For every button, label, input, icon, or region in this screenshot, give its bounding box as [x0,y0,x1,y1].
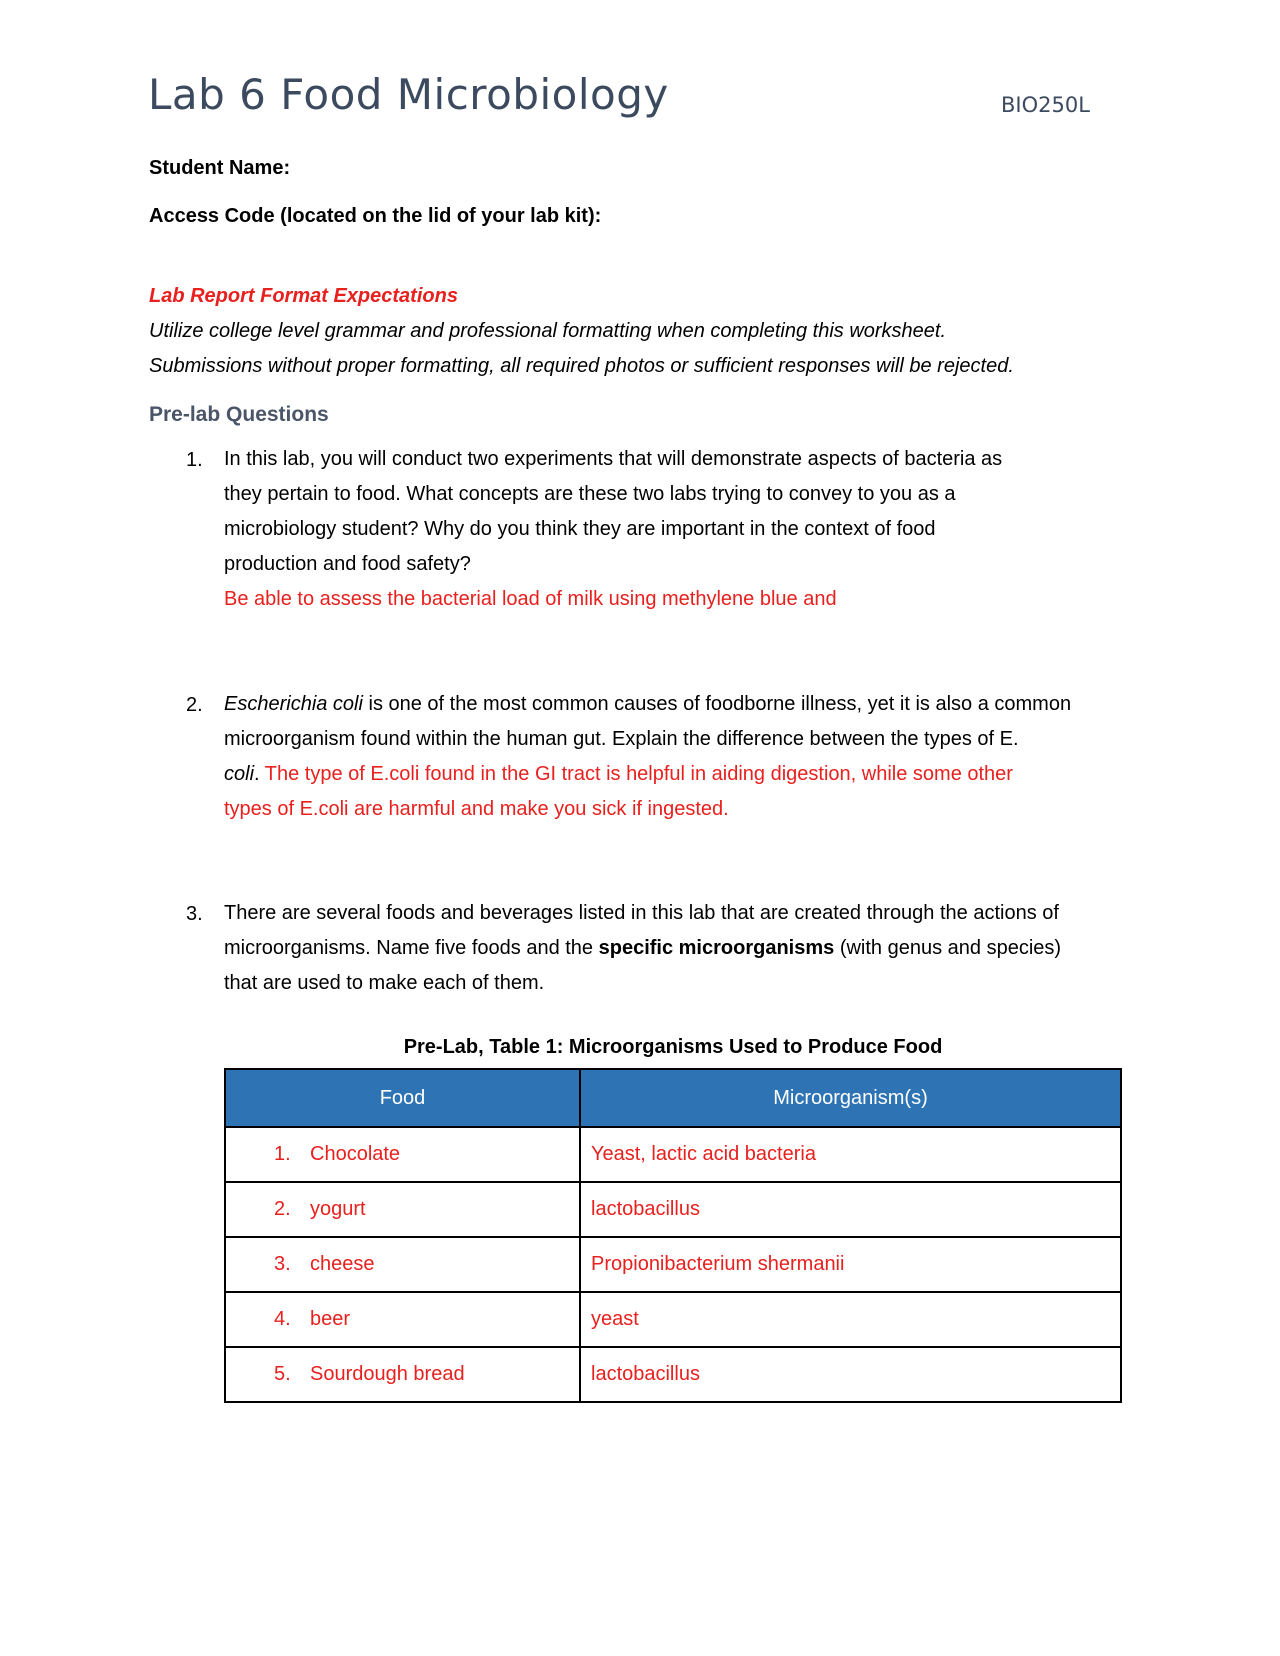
food-cell[interactable] [225,1292,580,1347]
course-code: BIO250L [1001,93,1090,117]
table-header-row [225,1069,1121,1127]
question-3-emphasis: specific microorganisms [598,937,835,959]
row-number: 4. [274,1308,291,1330]
microorganism-cell[interactable]: lactobacillus [580,1347,1121,1402]
row-number: 2. [274,1198,291,1220]
question-2-answer: The type of E.coli found in the GI tract is helpful in aiding digestion, while some other [259,763,1013,785]
row-number: 5. [274,1363,291,1385]
expectations-line-1: Utilize college level grammar and professional formatting when completing this worksheet. [149,320,947,342]
access-code-label: Access Code (located on the lid of your lab kit): [149,205,602,227]
question-3-line: that are used to make each of them. [224,972,545,994]
food-cell[interactable] [225,1182,580,1237]
question-3 [224,896,1124,1001]
question-3-text: microorganisms. Name five foods and the [224,937,599,959]
row-number: 3. [274,1253,291,1275]
food-name: yogurt [310,1198,366,1220]
student-name-label: Student Name: [149,157,291,179]
food-cell[interactable] [225,1237,580,1292]
ecoli-species-name: Escherichia coli [224,693,363,715]
food-column-header: Food [225,1069,580,1127]
question-1-line: they pertain to food. What concepts are these two labs trying to convey to you as a [224,483,956,505]
food-cell[interactable] [225,1347,580,1402]
format-expectations-heading: Lab Report Format Expectations [149,285,458,307]
food-cell[interactable] [225,1127,580,1182]
food-name: Chocolate [310,1143,401,1165]
microorganism-cell[interactable]: lactobacillus [580,1182,1121,1237]
question-3-number: 3. [186,903,203,925]
question-1-line: microbiology student? Why do you think they are important in the context of food [224,518,936,540]
microorganism-column-header: Microorganism(s) [580,1069,1121,1127]
microorganism-cell[interactable]: Yeast, lactic acid bacteria [580,1127,1121,1182]
question-2-period: . [254,763,260,785]
table-row [225,1182,1121,1237]
food-name: beer [310,1308,351,1330]
question-2-line: microorganism found within the human gut. Explain the difference between the types of E. [224,728,1019,750]
table-row [225,1292,1121,1347]
question-1-line: production and food safety? [224,553,471,575]
question-2-number: 2. [186,694,203,716]
prelab-heading: Pre-lab Questions [149,403,329,426]
food-name: cheese [310,1253,375,1275]
ecoli-abbrev: coli [224,763,255,785]
food-name: Sourdough bread [310,1363,465,1385]
row-number: 1. [274,1143,291,1165]
question-1 [224,442,1124,617]
question-1-answer: Be able to assess the bacterial load of milk using methylene blue and [224,588,837,610]
table-caption: Pre-Lab, Table 1: Microorganisms Used to Produce Food [403,1036,943,1058]
question-2-answer-cont: types of E.coli are harmful and make you sick if ingested. [224,798,729,820]
microorganisms-table [224,1068,1122,1403]
expectations-line-2: Submissions without proper formatting, all required photos or sufficient responses will be rejected. [149,355,1014,377]
question-1-number: 1. [186,449,203,471]
microorganism-cell[interactable]: yeast [580,1292,1121,1347]
table-row [225,1127,1121,1182]
table-row [225,1347,1121,1402]
question-3-text-cont: (with genus and species) [834,937,1062,959]
page-title: Lab 6 Food Microbiology [148,70,669,119]
question-1-line: In this lab, you will conduct two experiments that will demonstrate aspects of bacteria as [224,448,1003,470]
table-row [225,1237,1121,1292]
question-2-text: is one of the most common causes of foodborne illness, yet it is also a common [362,693,1072,715]
microorganism-cell[interactable]: Propionibacterium shermanii [580,1237,1121,1292]
question-3-line: There are several foods and beverages listed in this lab that are created through the actions of [224,902,1059,924]
question-2 [224,687,1124,827]
